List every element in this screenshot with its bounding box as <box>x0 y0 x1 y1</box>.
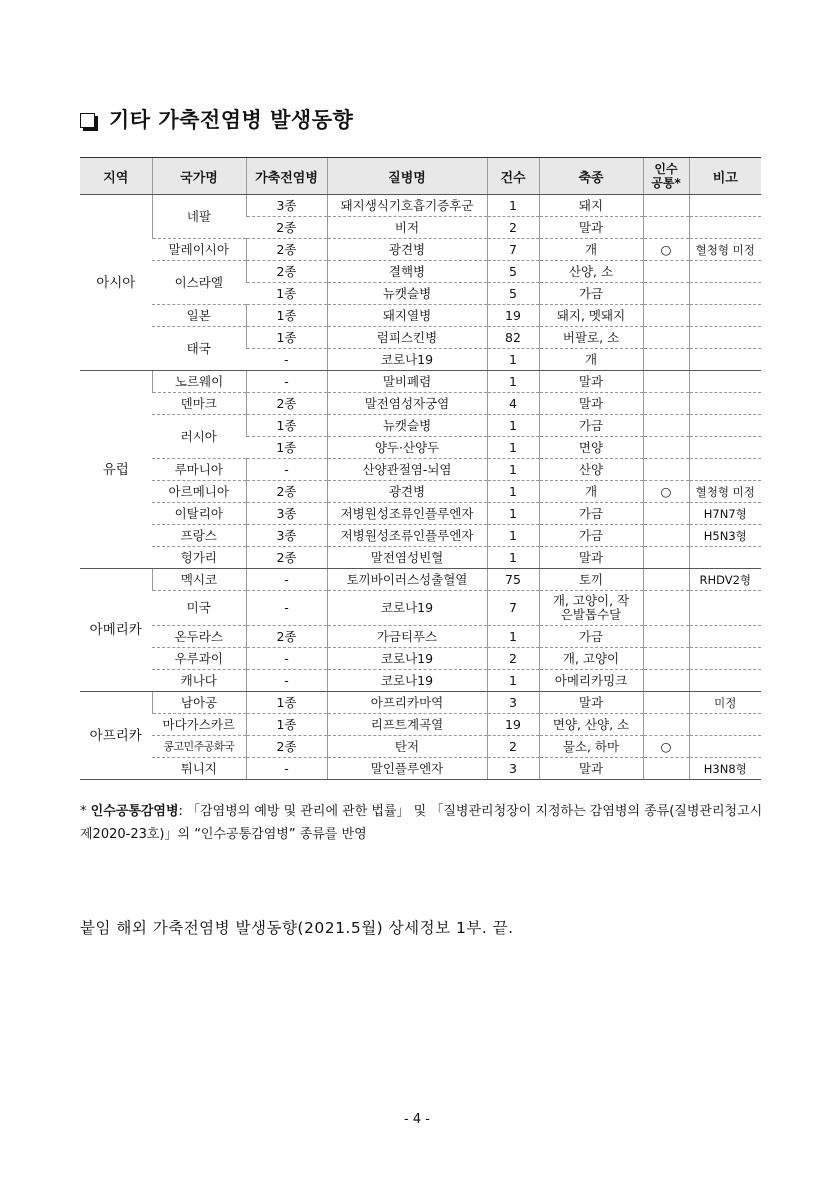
disease-cell: 아프리카마역 <box>327 692 487 714</box>
class-cell: 2종 <box>246 261 327 283</box>
disease-cell: 토끼바이러스성출혈열 <box>327 569 487 591</box>
region-cell: 유럽 <box>80 371 152 569</box>
page-number: - 4 - <box>404 1112 430 1127</box>
class-cell: 2종 <box>246 239 327 261</box>
disease-cell: 말전염성빈혈 <box>327 547 487 569</box>
country-cell: 덴마크 <box>152 393 246 415</box>
note-cell: 혈청형 미정 <box>689 239 761 261</box>
table-row <box>80 481 761 503</box>
note-cell: H5N3형 <box>689 525 761 547</box>
disease-cell: 코로나19 <box>327 648 487 670</box>
country-cell: 네팔 <box>152 195 246 239</box>
class-cell: 3종 <box>246 525 327 547</box>
class-cell: - <box>246 371 327 393</box>
class-cell: 2종 <box>246 481 327 503</box>
table-row <box>80 591 761 626</box>
count-cell: 1 <box>487 371 539 393</box>
species-cell: 면양 <box>539 437 643 459</box>
class-cell: 1종 <box>246 415 327 437</box>
zoonotic-cell <box>643 283 689 305</box>
disease-cell: 말전염성자궁염 <box>327 393 487 415</box>
count-cell: 7 <box>487 239 539 261</box>
count-cell: 3 <box>487 692 539 714</box>
zoonotic-cell <box>643 503 689 525</box>
class-cell: 2종 <box>246 217 327 239</box>
country-cell: 캐나다 <box>152 670 246 692</box>
class-cell: - <box>246 569 327 591</box>
species-cell: 말과 <box>539 217 643 239</box>
zoonotic-cell <box>643 626 689 648</box>
count-cell: 5 <box>487 283 539 305</box>
note-cell <box>689 648 761 670</box>
zoonotic-cell <box>643 437 689 459</box>
zoonotic-cell <box>643 459 689 481</box>
zoonotic-cell <box>643 591 689 626</box>
zoonotic-cell <box>643 349 689 371</box>
table-row <box>80 371 761 393</box>
count-cell: 19 <box>487 305 539 327</box>
count-cell: 5 <box>487 261 539 283</box>
species-cell: 말과 <box>539 393 643 415</box>
note-cell <box>689 437 761 459</box>
table-row <box>80 195 761 217</box>
zoonotic-cell: ○ <box>643 239 689 261</box>
table-row <box>80 503 761 525</box>
species-cell: 가금 <box>539 283 643 305</box>
disease-table <box>80 157 761 780</box>
disease-cell: 뉴캣슬병 <box>327 415 487 437</box>
country-cell: 아르메니아 <box>152 481 246 503</box>
country-cell: 이스라엘 <box>152 261 246 305</box>
count-cell: 82 <box>487 327 539 349</box>
disease-cell: 코로나19 <box>327 349 487 371</box>
class-cell: - <box>246 459 327 481</box>
count-cell: 1 <box>487 481 539 503</box>
species-cell: 면양, 산양, 소 <box>539 714 643 736</box>
disease-cell: 가금티푸스 <box>327 626 487 648</box>
disease-cell: 결핵병 <box>327 261 487 283</box>
class-cell: 2종 <box>246 626 327 648</box>
species-cell: 개, 고양이 <box>539 648 643 670</box>
country-cell: 태국 <box>152 327 246 371</box>
zoonotic-cell <box>643 195 689 217</box>
attachment-line: 붙임 해외 가축전염병 발생동향(2021.5월) 상세정보 1부. 끝. <box>80 919 514 937</box>
note-cell <box>689 371 761 393</box>
zoonotic-cell <box>643 305 689 327</box>
note-cell <box>689 626 761 648</box>
country-cell: 러시아 <box>152 415 246 459</box>
count-cell: 1 <box>487 459 539 481</box>
zoonotic-cell <box>643 393 689 415</box>
disease-cell: 뉴캣슬병 <box>327 283 487 305</box>
species-cell: 산양 <box>539 459 643 481</box>
class-cell: - <box>246 349 327 371</box>
note-cell: RHDV2형 <box>689 569 761 591</box>
count-cell: 1 <box>487 437 539 459</box>
disease-cell: 코로나19 <box>327 670 487 692</box>
note-cell <box>689 591 761 626</box>
count-cell: 1 <box>487 547 539 569</box>
disease-cell: 저병원성조류인플루엔자 <box>327 503 487 525</box>
class-cell: - <box>246 591 327 626</box>
count-cell: 2 <box>487 648 539 670</box>
footnote <box>80 800 770 846</box>
note-cell: 혈청형 미정 <box>689 481 761 503</box>
disease-cell: 산양관절염-뇌염 <box>327 459 487 481</box>
species-cell: 물소, 하마 <box>539 736 643 758</box>
zoonotic-cell <box>643 327 689 349</box>
species-cell: 토끼 <box>539 569 643 591</box>
header-disease: 질병명 <box>327 158 487 195</box>
count-cell: 3 <box>487 758 539 780</box>
class-cell: - <box>246 758 327 780</box>
species-cell: 말과 <box>539 371 643 393</box>
country-cell: 헝가리 <box>152 547 246 569</box>
class-cell: 3종 <box>246 503 327 525</box>
region-cell: 아프리카 <box>80 692 152 780</box>
class-cell: 1종 <box>246 283 327 305</box>
count-cell: 1 <box>487 525 539 547</box>
class-cell: 2종 <box>246 736 327 758</box>
species-cell: 돼지, 멧돼지 <box>539 305 643 327</box>
disease-cell: 탄저 <box>327 736 487 758</box>
zoonotic-cell <box>643 569 689 591</box>
class-cell: 1종 <box>246 327 327 349</box>
note-cell <box>689 736 761 758</box>
count-cell: 2 <box>487 736 539 758</box>
country-cell: 온두라스 <box>152 626 246 648</box>
country-cell: 프랑스 <box>152 525 246 547</box>
species-cell: 돼지 <box>539 195 643 217</box>
header-class: 가축전염병 <box>246 158 327 195</box>
region-cell: 아메리카 <box>80 569 152 692</box>
note-cell: 미정 <box>689 692 761 714</box>
disease-cell: 비저 <box>327 217 487 239</box>
country-cell: 일본 <box>152 305 246 327</box>
country-cell: 이탈리아 <box>152 503 246 525</box>
note-cell <box>689 283 761 305</box>
table-row <box>80 736 761 758</box>
note-cell <box>689 327 761 349</box>
country-cell: 미국 <box>152 591 246 626</box>
species-cell: 가금 <box>539 626 643 648</box>
count-cell: 1 <box>487 195 539 217</box>
note-cell <box>689 195 761 217</box>
zoonotic-cell <box>643 371 689 393</box>
note-cell: H7N7형 <box>689 503 761 525</box>
zoonotic-cell: ○ <box>643 736 689 758</box>
table-row <box>80 525 761 547</box>
zoonotic-cell <box>643 648 689 670</box>
species-cell: 개 <box>539 481 643 503</box>
note-cell <box>689 459 761 481</box>
count-cell: 2 <box>487 217 539 239</box>
species-cell: 버팔로, 소 <box>539 327 643 349</box>
class-cell: 1종 <box>246 305 327 327</box>
table-row <box>80 547 761 569</box>
table-row <box>80 714 761 736</box>
zoonotic-cell <box>643 261 689 283</box>
class-cell: 1종 <box>246 714 327 736</box>
footnote-text: : 「감염병의 예방 및 관리에 관한 법률」 및 「질병관리청장이 지정하는 감염병의 종류(질병관리청고시 제2020-23호)」의 “인수공통감염병” 종류를 반영 <box>80 804 763 842</box>
note-cell <box>689 670 761 692</box>
disease-cell: 광견병 <box>327 239 487 261</box>
count-cell: 1 <box>487 415 539 437</box>
zoonotic-cell <box>643 692 689 714</box>
species-cell: 가금 <box>539 525 643 547</box>
country-cell: 멕시코 <box>152 569 246 591</box>
zoonotic-cell <box>643 758 689 780</box>
class-cell: - <box>246 648 327 670</box>
species-cell: 개 <box>539 349 643 371</box>
count-cell: 1 <box>487 503 539 525</box>
country-cell: 노르웨이 <box>152 371 246 393</box>
table-row <box>80 626 761 648</box>
note-cell: H3N8형 <box>689 758 761 780</box>
zoonotic-cell <box>643 415 689 437</box>
country-cell: 루마니아 <box>152 459 246 481</box>
table-row <box>80 305 761 327</box>
country-cell: 마다가스카르 <box>152 714 246 736</box>
country-cell: 콩고민주공화국 <box>152 736 246 758</box>
count-cell: 1 <box>487 349 539 371</box>
species-cell: 개, 고양이, 작은발톱수달 <box>539 591 643 626</box>
disease-cell: 코로나19 <box>327 591 487 626</box>
table-row <box>80 692 761 714</box>
species-cell: 아메리카밍크 <box>539 670 643 692</box>
table-row <box>80 327 761 349</box>
zoonotic-cell <box>643 525 689 547</box>
species-cell: 말과 <box>539 692 643 714</box>
disease-cell: 광견병 <box>327 481 487 503</box>
header-zoonotic: 인수공통* <box>643 158 689 195</box>
note-cell <box>689 415 761 437</box>
note-cell <box>689 349 761 371</box>
disease-cell: 말인플루엔자 <box>327 758 487 780</box>
class-cell: - <box>246 670 327 692</box>
count-cell: 7 <box>487 591 539 626</box>
count-cell: 1 <box>487 670 539 692</box>
class-cell: 2종 <box>246 547 327 569</box>
footnote-marker: * <box>80 804 87 819</box>
species-cell: 개 <box>539 239 643 261</box>
count-cell: 75 <box>487 569 539 591</box>
disease-cell: 리프트계곡열 <box>327 714 487 736</box>
header-country: 국가명 <box>152 158 246 195</box>
country-cell: 남아공 <box>152 692 246 714</box>
section-title-text: 기타 가축전염병 발생동향 <box>109 108 354 132</box>
disease-cell: 돼지생식기호흡기증후군 <box>327 195 487 217</box>
note-cell <box>689 393 761 415</box>
zoonotic-cell <box>643 714 689 736</box>
count-cell: 4 <box>487 393 539 415</box>
table-row <box>80 758 761 780</box>
table-row <box>80 393 761 415</box>
zoonotic-cell <box>643 547 689 569</box>
section-title <box>80 104 353 134</box>
checkbox-square-icon <box>80 113 95 128</box>
note-cell <box>689 261 761 283</box>
table-row <box>80 670 761 692</box>
species-cell: 말과 <box>539 547 643 569</box>
disease-cell: 양두·산양두 <box>327 437 487 459</box>
disease-cell: 저병원성조류인플루엔자 <box>327 525 487 547</box>
note-cell <box>689 714 761 736</box>
table-header-row <box>80 158 761 195</box>
zoonotic-cell: ○ <box>643 481 689 503</box>
class-cell: 2종 <box>246 393 327 415</box>
table-row <box>80 261 761 283</box>
disease-cell: 돼지열병 <box>327 305 487 327</box>
class-cell: 1종 <box>246 692 327 714</box>
table-row <box>80 239 761 261</box>
species-cell: 산양, 소 <box>539 261 643 283</box>
disease-cell: 럼피스킨병 <box>327 327 487 349</box>
species-cell: 가금 <box>539 415 643 437</box>
species-cell: 말과 <box>539 758 643 780</box>
country-cell: 우루과이 <box>152 648 246 670</box>
header-note: 비고 <box>689 158 761 195</box>
country-cell: 튀니지 <box>152 758 246 780</box>
table-row <box>80 459 761 481</box>
table-row <box>80 569 761 591</box>
count-cell: 1 <box>487 626 539 648</box>
note-cell <box>689 217 761 239</box>
footnote-term: 인수공통감염병 <box>90 804 179 819</box>
table-row <box>80 648 761 670</box>
country-cell: 말레이시아 <box>152 239 246 261</box>
region-cell: 아시아 <box>80 195 152 371</box>
table-row <box>80 415 761 437</box>
note-cell <box>689 547 761 569</box>
header-region: 지역 <box>80 158 152 195</box>
class-cell: 3종 <box>246 195 327 217</box>
note-cell <box>689 305 761 327</box>
class-cell: 1종 <box>246 437 327 459</box>
zoonotic-cell <box>643 217 689 239</box>
species-cell: 가금 <box>539 503 643 525</box>
zoonotic-cell <box>643 670 689 692</box>
disease-cell: 말비폐렴 <box>327 371 487 393</box>
count-cell: 19 <box>487 714 539 736</box>
header-count: 건수 <box>487 158 539 195</box>
header-species: 축종 <box>539 158 643 195</box>
